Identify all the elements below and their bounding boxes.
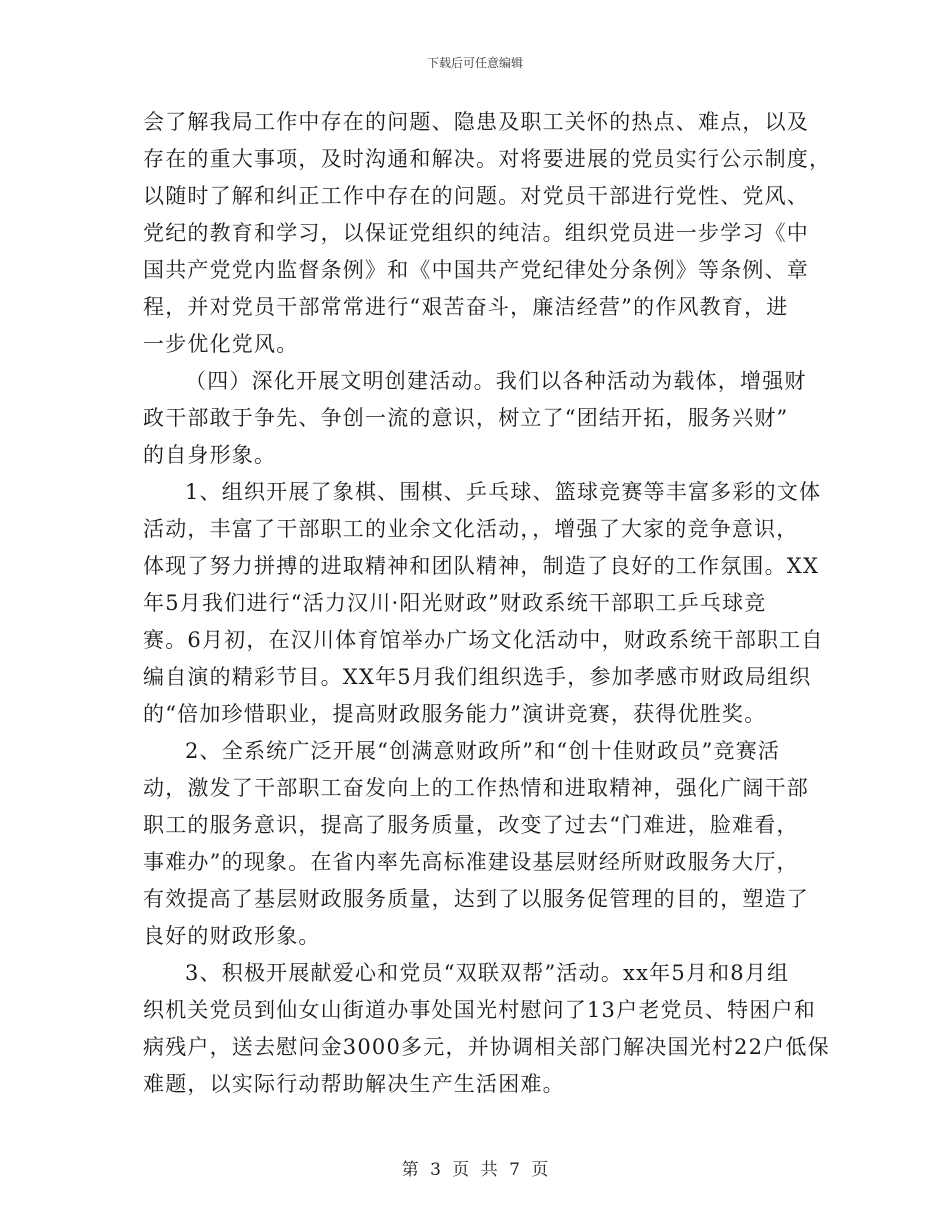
text-line: 年5月我们进行“活力汉川·阳光财政”财政系统干部职工乒乓球竞: [143, 591, 767, 615]
text-line: 一步优化党风。: [143, 332, 299, 356]
text-line: 会了解我局工作中存在的问题、隐患及职工关怀的热点、难点，以及: [143, 110, 809, 134]
text-line: 事难办”的现象。在省内率先高标准建设基层财经所财政服务大厅，: [143, 850, 799, 874]
document-body: [143, 104, 832, 1103]
paragraph-start-line: 2、全系统广泛开展“创满意财政所”和“创十佳财政员”竞赛活: [185, 739, 781, 763]
text-line: 国共产党党内监督条例》和《中国共产党纪律处分条例》等条例、章: [143, 258, 809, 282]
text-line: 的“倍加珍惜职业，提高财政服务能力”演讲竞赛，获得优胜奖。: [143, 702, 767, 726]
text-line: 存在的重大事项，及时沟通和解决。对将要进展的党员实行公示制度，: [143, 147, 832, 171]
text-line: 以随时了解和纠正工作中存在的问题。对党员干部进行党性、党风、: [143, 184, 809, 208]
text-line: 织机关党员到仙女山街道办事处国光村慰问了13户老党员、特困户和: [143, 998, 816, 1022]
text-line: 体现了努力拼搏的进取精神和团队精神，制造了良好的工作氛围。XX: [143, 554, 820, 578]
text-line: 良好的财政形象。: [143, 924, 321, 948]
paragraph-start-line: 1、组织开展了象棋、围棋、乒乓球、篮球竞赛等丰富多彩的文体: [185, 480, 822, 504]
paragraph-start-line: 3、积极开展献爱心和党员“双联双帮”活动。xx年5月和8月组: [185, 961, 790, 985]
text-line: 病残户，送去慰问金3000多元，并协调相关部门解决国光村22户低保: [143, 1035, 830, 1059]
text-line: 活动，丰富了干部职工的业余文化活动，，增强了大家的竞争意识，: [143, 517, 799, 541]
page-number-footer: 第 3 页 共 7 页: [401, 1160, 549, 1180]
text-line: 政干部敢于争先、争创一流的意识，树立了“团结开拓，服务兴财”: [143, 406, 789, 430]
text-line: 有效提高了基层财政服务质量，达到了以服务促管理的目的，塑造了: [143, 887, 809, 911]
text-line: 赛。6月初，在汉川体育馆举办广场文化活动中，财政系统干部职工自: [143, 628, 824, 652]
section-heading-line: （四）深化开展文明创建活动。我们以各种活动为载体，增强财: [185, 369, 807, 393]
page-header: 下载后可任意编辑: [426, 56, 523, 70]
text-line: 难题，以实际行动帮助解决生产生活困难。: [143, 1072, 565, 1096]
text-line: 动，激发了干部职工奋发向上的工作热情和进取精神，强化广阔干部: [143, 776, 809, 800]
text-line: 的自身形象。: [143, 443, 277, 467]
text-line: 党纪的教育和学习，以保证党组织的纯洁。组织党员进一步学习《中: [143, 221, 809, 245]
text-line: 程，并对党员干部常常进行“艰苦奋斗，廉洁经营”的作风教育，进: [143, 295, 789, 319]
text-line: 职工的服务意识，提高了服务质量，改变了过去“门难进，脸难看，: [143, 813, 799, 837]
text-line: 编自演的精彩节目。XX年5月我们组织选手，参加孝感市财政局组织: [143, 665, 812, 689]
